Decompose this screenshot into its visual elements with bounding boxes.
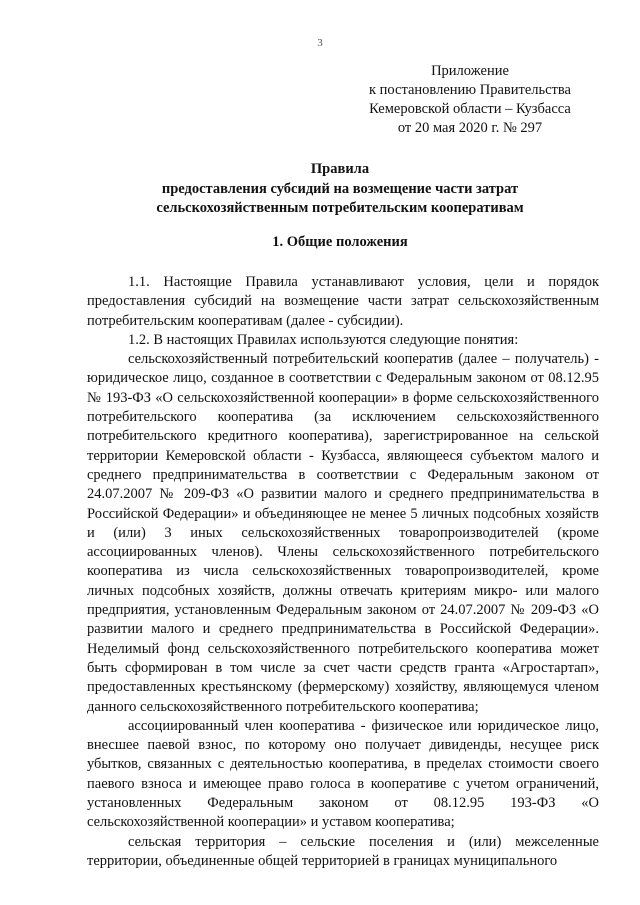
appendix-line: от 20 мая 2020 г. № 297 (397, 120, 543, 136)
paragraph: сельская территория – сельские поселения и (или) межселенные территории, объединенные общей территорией в границах муниципального (87, 833, 599, 869)
appendix-header (350, 62, 590, 138)
paragraph: сельскохозяйственный потребительский кооператив (далее – получатель) - юридическое лицо, созданное в соответствии с Федеральным законом от 08.12.95 № 193-ФЗ «О сельскохозяйственной кооперации» в форме сельскохозяйственного потребительского кооператива (за исключением сельскохозяйственного потребительского кредитного кооператива), зарегистрированное на сельской территории Кемеровской области - Кузбасса, являющееся субъектом малого и среднего предпринимательства в соответствии с Федеральным законом от 24.07.2007 № 209-ФЗ «О развитии малого и среднего предпринимательства в Российской Федерации» и объединяющее не менее 5 личных подсобных хозяйств и (или) 3 иных сельскохозяйственных товаропроизводителей (кроме ассоциированных членов). Члены сельскохозяйственного потребительского кооператива из числа сельскохозяйственных товаропроизводителей, кроме личных подсобных хозяйств, должны отвечать критериям микро- или малого предприятия, установленным Федеральным законом от 24.07.2007 № 209-ФЗ «О развитии малого и среднего предпринимательства в Российской Федерации». Неделимый фонд сельскохозяйственного потребительского кооператива может быть сформирован в том числе за счет части средств гранта «Агростартап», предоставленных крестьянскому (фермерскому) хозяйству, являющемуся членом данного сельскохозяйственного потребительского кооператива; (87, 351, 599, 715)
title-line: предоставления субсидий на возмещение части затрат (161, 180, 519, 197)
paragraph: 1.2. В настоящих Правилах используются следующие понятия: (128, 331, 519, 348)
title-line: сельскохозяйственным потребительским кооперативам (156, 200, 524, 216)
appendix-line: к постановлению Правительства (369, 82, 571, 98)
body-text (87, 273, 599, 871)
section-heading: 1. Общие положения (272, 234, 408, 250)
document-title (80, 160, 600, 219)
page-number: 3 (317, 37, 323, 49)
paragraph: 1.1. Настоящие Правила устанавливают условия, цели и порядок предоставления субсидий на возмещение части затрат сельскохозяйственным потребительским кооперативам (далее - субсидии). (87, 274, 599, 329)
appendix-line: Кемеровской области – Кузбасса (369, 101, 571, 117)
title-line: Правила (310, 161, 370, 177)
paragraph: ассоциированный член кооператива - физическое или юридическое лицо, внесшее паевой взнос, по которому оно получает дивиденды, несущее риск убытков, связанных с деятельностью кооператива, в пределах стоимости своего паевого взноса и имеющее право голоса в кооперативе с учетом ограничений, установленных Федеральным законом от 08.12.95 193-ФЗ «О сельскохозяйственной кооперации» и уставом кооператива; (87, 717, 599, 831)
appendix-line: Приложение (431, 63, 509, 79)
